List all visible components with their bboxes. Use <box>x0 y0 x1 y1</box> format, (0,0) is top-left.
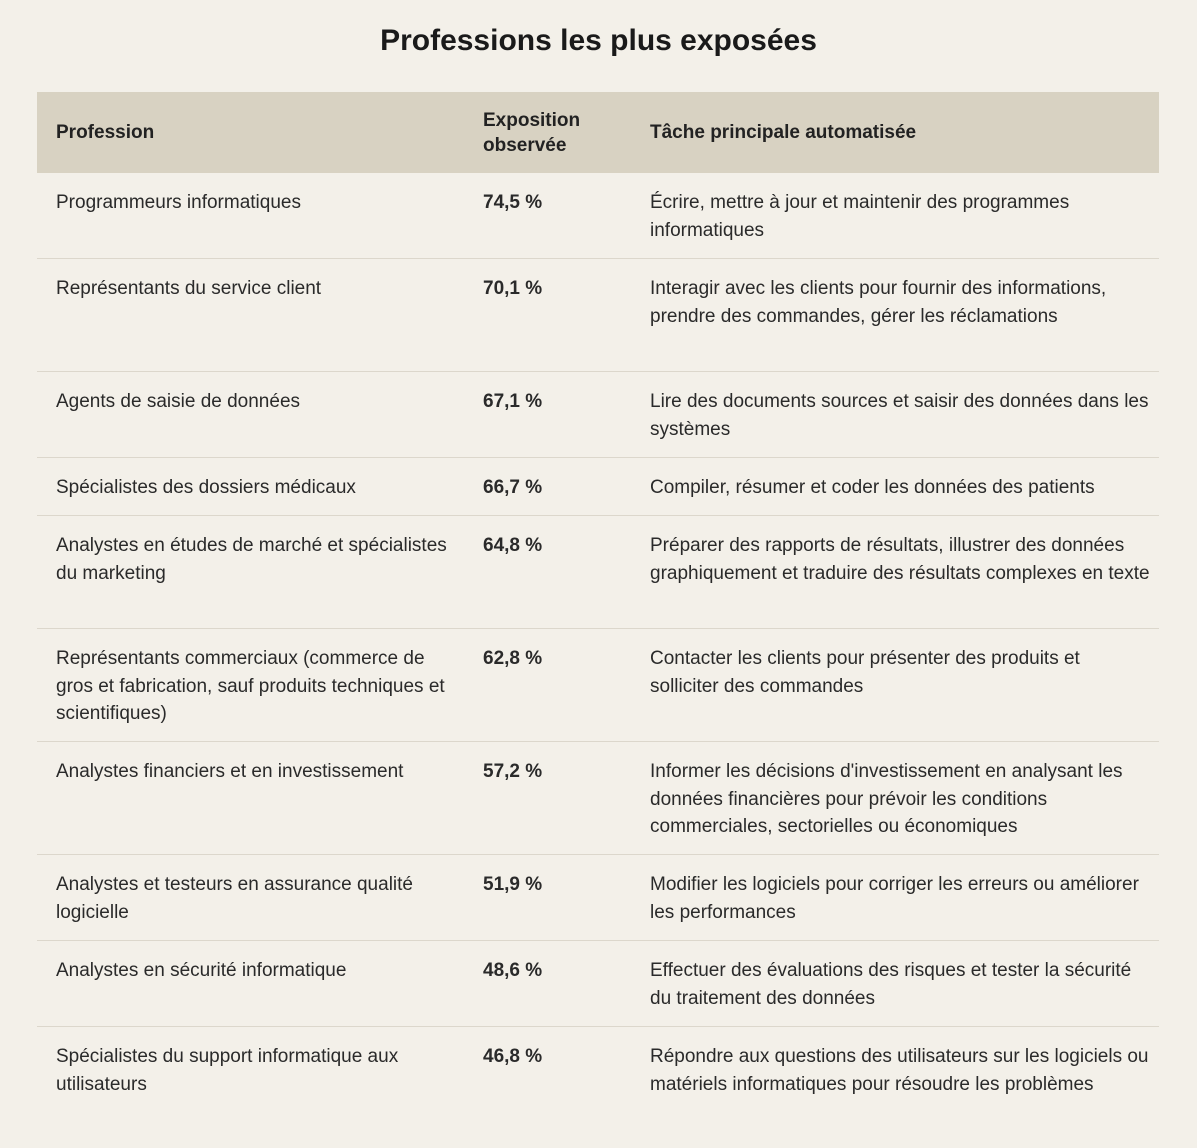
task-cell: Préparer des rapports de résultats, illustrer des données graphiquement et traduire des résultats complexes en texte <box>650 535 1150 584</box>
table-row <box>37 1027 1159 1145</box>
table-row <box>37 259 1159 372</box>
table-row <box>37 516 1159 629</box>
task-cell: Modifier les logiciels pour corriger les erreurs ou améliorer les performances <box>650 874 1139 923</box>
table-row <box>37 173 1159 259</box>
task-cell: Répondre aux questions des utilisateurs sur les logiciels ou matériels informatiques pour résoudre les problèmes <box>650 1046 1149 1095</box>
exposure-cell: 62,8 % <box>483 648 543 669</box>
profession-cell: Programmeurs informatiques <box>56 192 301 213</box>
task-cell: Informer les décisions d'investissement en analysant les données financières pour prévoir les conditions commerciales, sectorielles ou économiques <box>650 761 1123 837</box>
task-cell: Interagir avec les clients pour fournir des informations, prendre des commandes, gérer les réclamations <box>650 278 1107 327</box>
exposure-cell: 74,5 % <box>483 192 543 213</box>
task-cell: Contacter les clients pour présenter des produits et solliciter des commandes <box>650 648 1080 697</box>
header-task: Tâche principale automatisée <box>650 122 917 143</box>
exposure-cell: 48,6 % <box>483 960 543 981</box>
task-cell: Compiler, résumer et coder les données des patients <box>650 477 1095 498</box>
exposure-cell: 66,7 % <box>483 477 543 498</box>
profession-cell: Analystes en études de marché et spécialistes du marketing <box>56 535 447 584</box>
task-cell: Lire des documents sources et saisir des données dans les systèmes <box>650 391 1149 440</box>
table-row <box>37 742 1159 855</box>
table-row <box>37 855 1159 941</box>
header-exposure: Exposition observée <box>483 109 581 156</box>
exposure-cell: 70,1 % <box>483 278 543 299</box>
table-row <box>37 941 1159 1027</box>
profession-cell: Spécialistes des dossiers médicaux <box>56 477 356 498</box>
header-profession: Profession <box>56 122 155 143</box>
table-row <box>37 372 1159 458</box>
profession-cell: Représentants commerciaux (commerce de gros et fabrication, sauf produits techniques et scientifiques) <box>56 648 445 724</box>
table-row <box>37 458 1159 516</box>
exposure-cell: 64,8 % <box>483 535 543 556</box>
table-row <box>37 629 1159 742</box>
profession-cell: Analystes financiers et en investissement <box>56 761 404 782</box>
page-title: Professions les plus exposées <box>380 24 817 57</box>
exposure-cell: 46,8 % <box>483 1046 543 1067</box>
professions-table <box>37 92 1159 1145</box>
profession-cell: Représentants du service client <box>56 278 322 299</box>
profession-cell: Agents de saisie de données <box>56 391 301 412</box>
exposure-cell: 51,9 % <box>483 874 543 895</box>
exposure-cell: 67,1 % <box>483 391 543 412</box>
exposure-cell: 57,2 % <box>483 761 543 782</box>
profession-cell: Analystes en sécurité informatique <box>56 960 347 981</box>
profession-cell: Spécialistes du support informatique aux utilisateurs <box>56 1046 399 1095</box>
profession-cell: Analystes et testeurs en assurance qualité logicielle <box>56 874 413 923</box>
table-header <box>37 92 1159 173</box>
task-cell: Écrire, mettre à jour et maintenir des programmes informatiques <box>650 192 1070 241</box>
task-cell: Effectuer des évaluations des risques et tester la sécurité du traitement des données <box>650 960 1132 1009</box>
